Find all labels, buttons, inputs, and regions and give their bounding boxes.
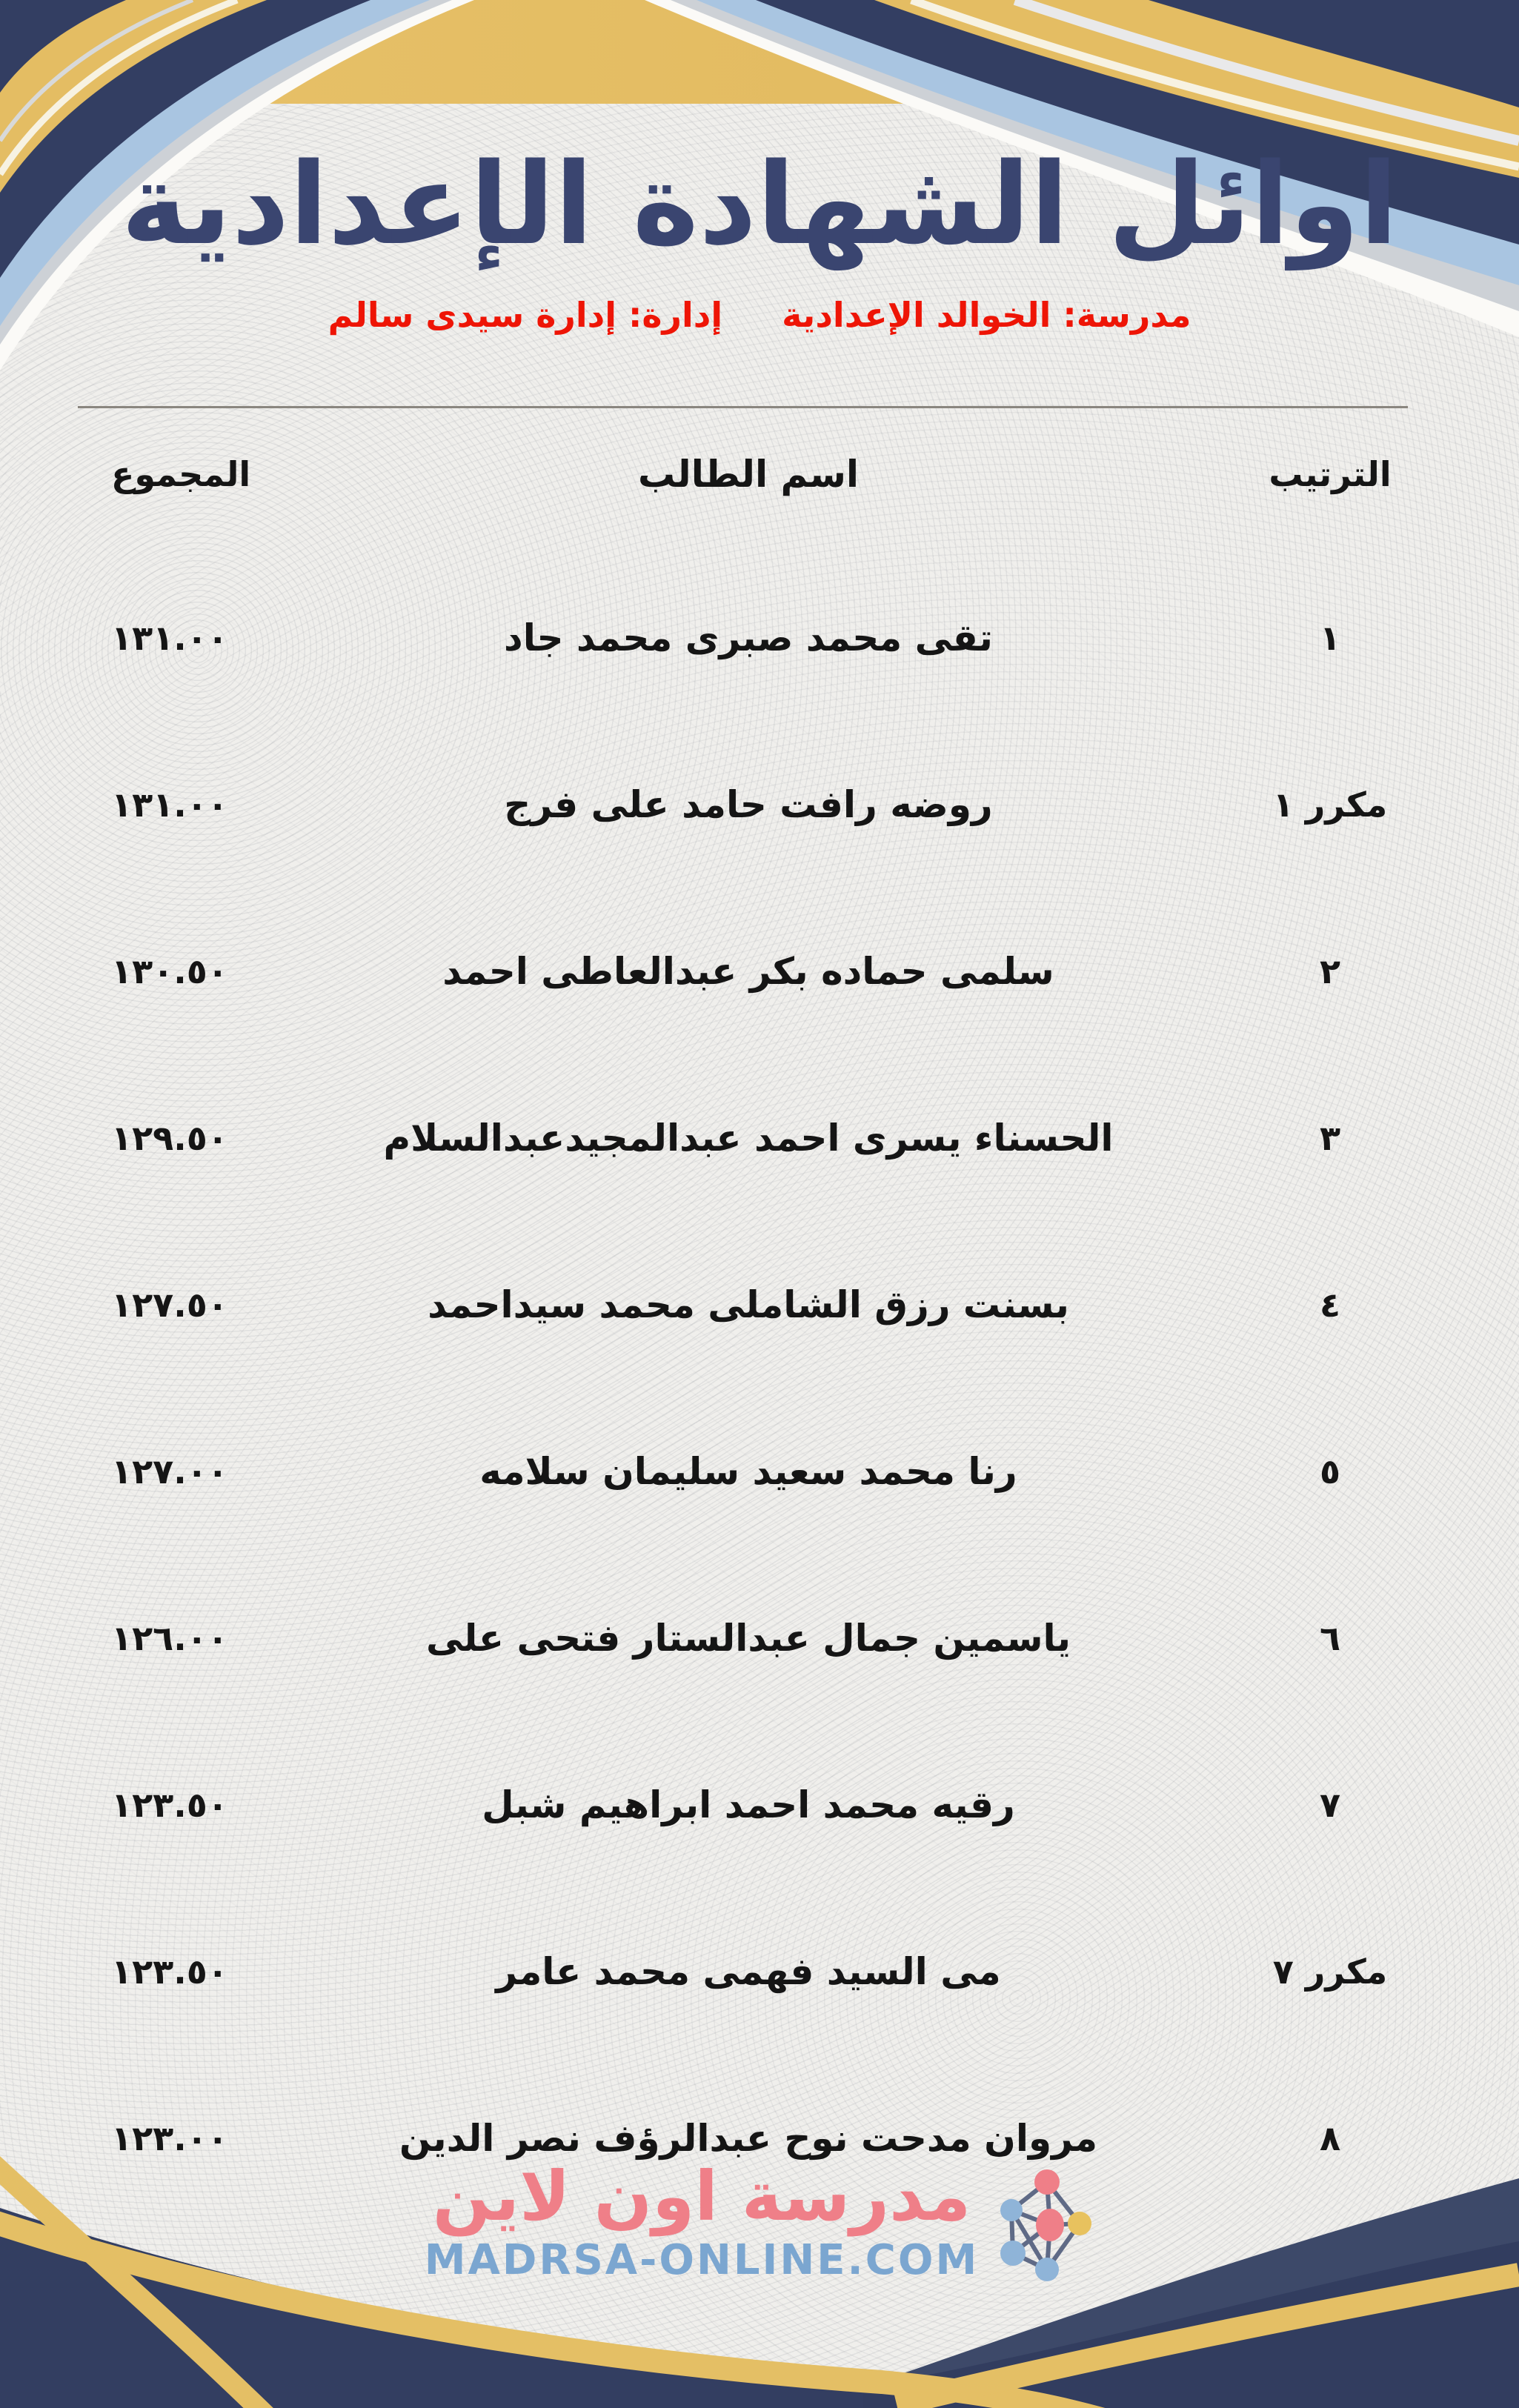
student-name-cell: مى السيد فهمى محمد عامر: [496, 1949, 1001, 1993]
bottom-ribbon-decoration: [0, 2089, 1519, 2408]
rank-cell: ٥: [1319, 1451, 1341, 1491]
rank-cell: ٨: [1319, 2118, 1341, 2158]
rank-column-header: الترتيب: [1269, 454, 1392, 494]
student-name-cell: تقى محمد صبرى محمد جاد: [504, 616, 993, 659]
student-name-cell: ياسمين جمال عبدالستار فتحى على: [425, 1616, 1071, 1660]
student-name-cell: رنا محمد سعيد سليمان سلامه: [479, 1449, 1017, 1493]
student-name-cell: سلمى حماده بكر عبدالعاطى احمد: [442, 949, 1054, 993]
total-score-cell: ١٢٦.٠٠: [111, 1617, 228, 1658]
brand-domain-text: MADRSA-ONLINE.COM: [424, 2236, 980, 2284]
table-row: [0, 1888, 1519, 2055]
total-score-cell: ١٢٣.٥٠: [111, 1784, 228, 1825]
student-name-cell: الحسناء يسرى احمد عبدالمجيدعبدالسلام: [383, 1116, 1114, 1160]
total-score-cell: ١٢٣.٥٠: [111, 1951, 228, 1992]
table-row: [0, 1554, 1519, 1721]
page-title: اوائل الشهادة الإعدادية: [121, 138, 1398, 270]
table-row: [0, 1388, 1519, 1554]
student-name-cell: روضه رافت حامد على فرج: [504, 782, 993, 826]
student-name-cell: بسنت رزق الشاملى محمد سيداحمد: [428, 1283, 1069, 1326]
ranking-table-body: [0, 554, 1519, 2221]
rank-cell: ١: [1319, 617, 1341, 658]
total-score-cell: ١٢٧.٥٠: [111, 1284, 228, 1325]
table-row: [0, 554, 1519, 721]
total-score-cell: ١٣٠.٥٠: [111, 951, 228, 991]
student-name-cell: مروان مدحت نوح عبدالرؤف نصر الدين: [399, 2116, 1098, 2160]
rank-cell: ٢: [1319, 951, 1341, 991]
total-column-header: المجموع: [111, 454, 251, 494]
rank-cell: مكرر ٧: [1272, 1951, 1388, 1992]
table-row: [0, 1054, 1519, 1221]
name-column-header: اسم الطالب: [637, 453, 860, 496]
table-row: [0, 1721, 1519, 1888]
rank-cell: ٤: [1319, 1284, 1341, 1325]
table-row: [0, 721, 1519, 888]
student-name-cell: رقيه محمد احمد ابراهيم شبل: [482, 1783, 1015, 1826]
school-label: مدرسة: الخوالد الإعدادية: [782, 295, 1191, 335]
table-row: [0, 1221, 1519, 1388]
brand-arabic-name: مدرسة اون لاين: [432, 2157, 971, 2236]
subtitle-line: [0, 295, 1519, 335]
table-row: [0, 888, 1519, 1054]
rank-cell: مكرر ١: [1272, 784, 1388, 825]
table-header-row: [0, 445, 1519, 504]
total-score-cell: ١٢٣.٠٠: [111, 2118, 228, 2158]
administration-label: إدارة: إدارة سيدى سالم: [328, 295, 723, 335]
rank-cell: ٦: [1319, 1617, 1341, 1658]
rank-cell: ٧: [1319, 1784, 1341, 1825]
header-separator-line: [78, 406, 1408, 408]
total-score-cell: ١٢٩.٥٠: [111, 1117, 228, 1158]
rank-cell: ٣: [1319, 1117, 1341, 1158]
total-score-cell: ١٣١.٠٠: [111, 784, 228, 825]
total-score-cell: ١٣١.٠٠: [111, 617, 228, 658]
total-score-cell: ١٢٧.٠٠: [111, 1451, 228, 1491]
